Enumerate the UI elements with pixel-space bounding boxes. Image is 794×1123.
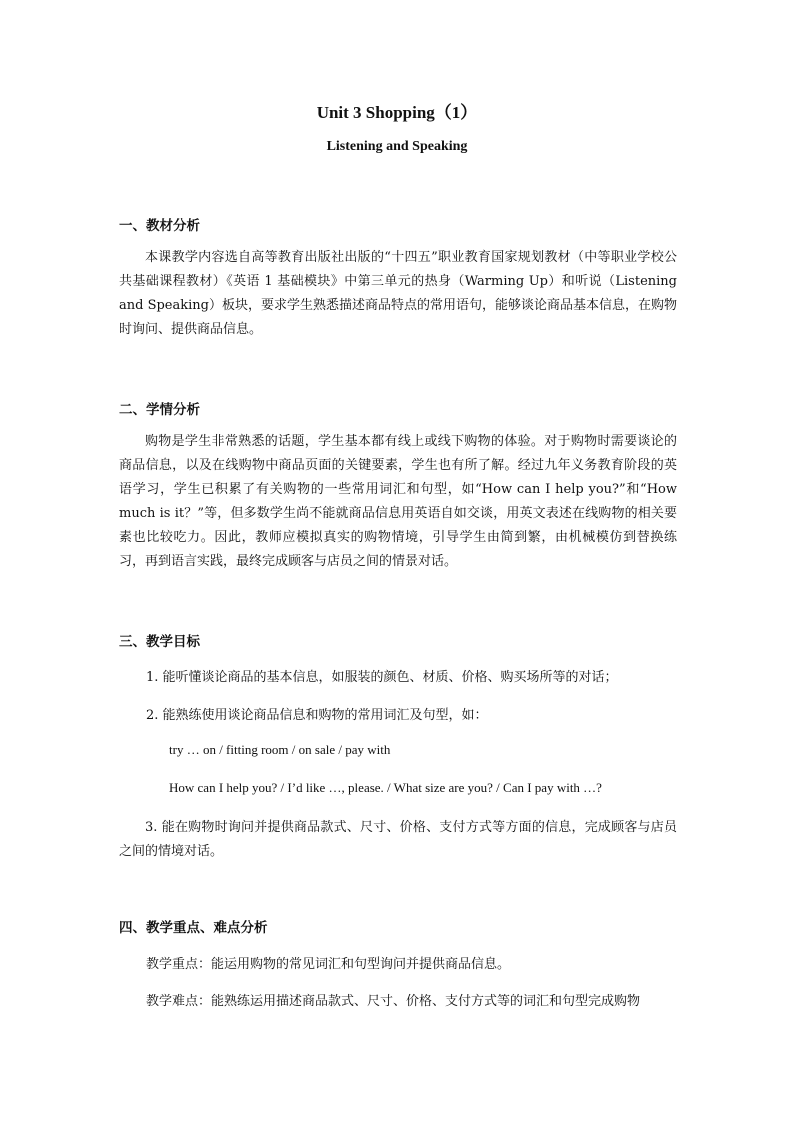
learners-paragraph: 购物是学生非常熟悉的话题，学生基本都有线上或线下购物的体验。对于购物时需要谈论的商品信息，以及在线购物中商品页面的关键要素，学生也有所了解。经过九年义务教育阶段的英语学习，学生已积累了有关购物的一些常用词汇和句型，如“How can I help you?”和“How much is it？”等，但多数学生尚不能就商品信息用英语自如交谈，用英文表述在线购物的相关要素也比较吃力。因此，教师应模拟真实的购物情境，引导学生由简到繁，由机械模仿到替换练习，再到语言实践，最终完成顾客与店员之间的情景对话。 xyxy=(119,434,677,569)
example-vocabulary: try … on / fitting room / on sale / pay with xyxy=(169,742,391,757)
materials-paragraph: 本课教学内容选自高等教育出版社出版的“十四五”职业教育国家规划教材（中等职业学校公共基础课程教材）《英语 1 基础模块》中第三单元的热身（Warming Up）和听说（Listening and Speaking）板块，要求学生熟悉描述商品特点的常用语句，能够谈论商品基本信息，在购物时询问、提供商品信息。 xyxy=(119,250,677,337)
objective-item-2: 2. 能熟练使用谈论商品信息和购物的常用词汇及句型，如： xyxy=(146,708,488,723)
section-heading-key-points: 四、教学重点、难点分析 xyxy=(119,920,268,936)
objective-item-3: 3. 能在购物时询问并提供商品款式、尺寸、价格、支付方式等方面的信息，完成顾客与店员之间的情境对话。 xyxy=(119,820,677,859)
objective-item-1: 1. 能听懂谈论商品的基本信息，如服装的颜色、材质、价格、购买场所等的对话； xyxy=(146,670,618,685)
section-heading-learners: 二、学情分析 xyxy=(119,402,200,418)
section-heading-materials: 一、教材分析 xyxy=(119,218,200,234)
document-subtitle: Listening and Speaking xyxy=(326,139,468,154)
document-title: Unit 3 Shopping（1） xyxy=(316,103,478,122)
section-heading-objectives: 三、教学目标 xyxy=(119,634,200,650)
difficult-point-text: 教学难点：能熟练运用描述商品款式、尺寸、价格、支付方式等的词汇和句型完成购物 xyxy=(146,994,641,1009)
key-point-text: 教学重点：能运用购物的常见词汇和句型询问并提供商品信息。 xyxy=(146,957,511,972)
example-sentences: How can I help you? / I’d like …, please. / What size are you? / Can I pay with …? xyxy=(169,780,602,795)
